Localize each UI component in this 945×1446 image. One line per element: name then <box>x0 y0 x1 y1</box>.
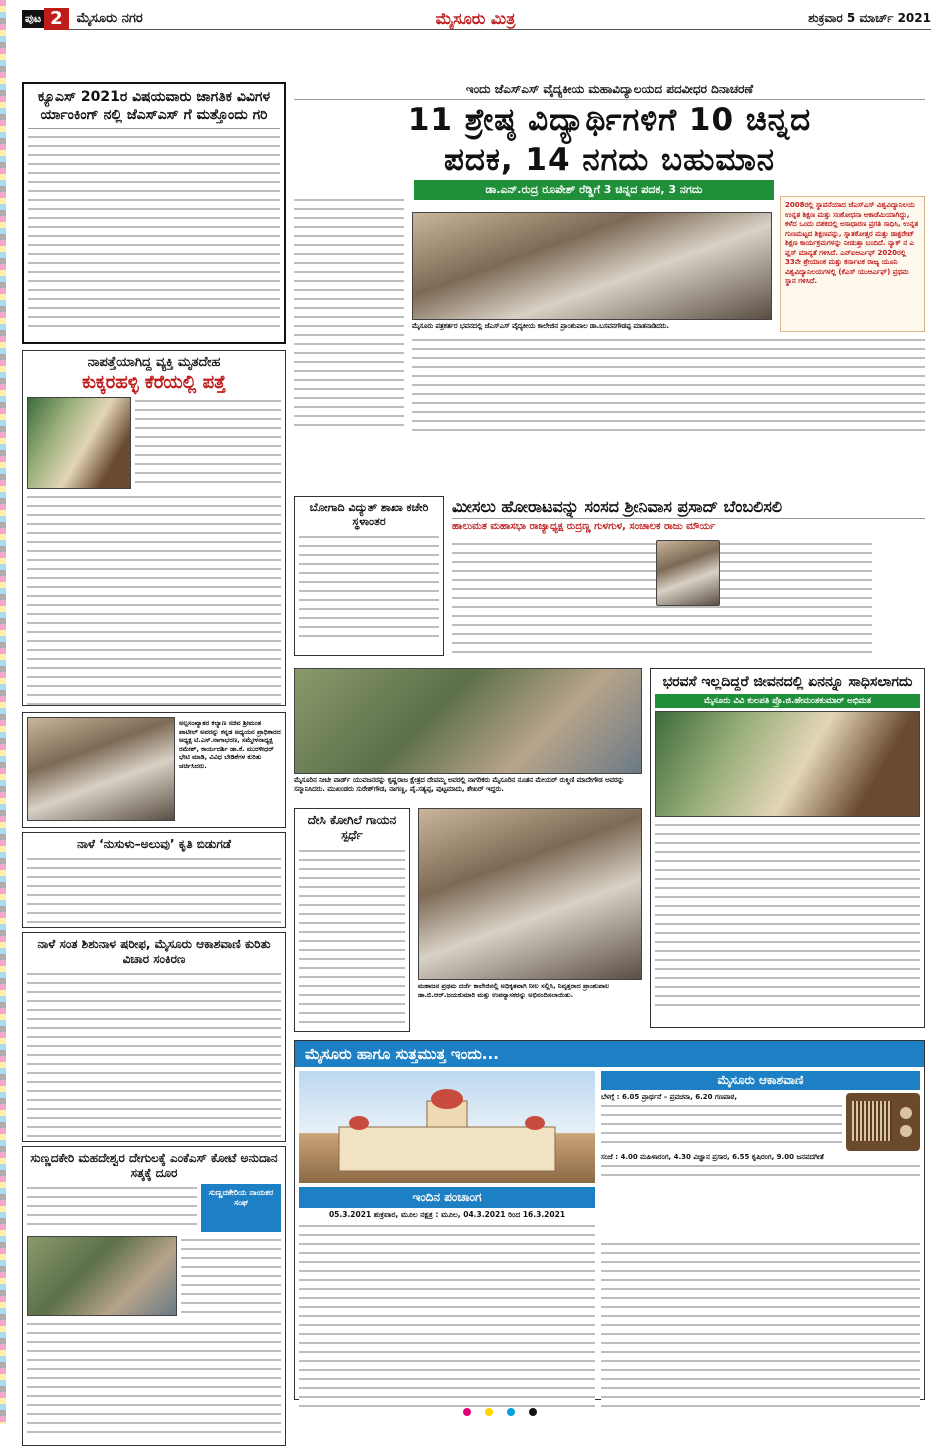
page-number: 2 <box>44 8 69 30</box>
panchanga-body <box>299 1222 595 1236</box>
book-photo-block <box>22 712 286 828</box>
desi-headline: ದೇಸಿ ಕೋಗಿಲೆ ಗಾಯನ ಸ್ಪರ್ಧೆ <box>307 813 397 842</box>
lead-body-text <box>412 336 925 436</box>
power-headline: ಬೋಗಾದಿ ವಿದ್ಯುತ್ ಶಾಖಾ ಕಚೇರಿ ಸ್ಥಳಾಂತರ <box>309 501 429 528</box>
left-column <box>22 82 286 1446</box>
shishunala-headline: ನಾಳೆ ಸಂತ ಶಿಶುನಾಳ ಷರೀಫ, ಮೈಸೂರು ಆಕಾಶವಾಣಿ ಕುರಿತು ವಿಚಾರ ಸಂಕಿರಣ <box>37 937 271 966</box>
power-article <box>294 496 444 656</box>
qs-body <box>28 133 280 329</box>
events-left <box>299 1240 595 1412</box>
qs-article <box>22 82 286 344</box>
missing-article <box>22 350 286 706</box>
lead-sidebar <box>780 196 925 332</box>
desi-article <box>294 808 410 1032</box>
page-header <box>22 8 931 30</box>
lead-headline-1: 11 ಶ್ರೇಷ್ಠ ವಿದ್ಯಾರ್ಥಿಗಳಿಗೆ 10 ಚಿನ್ನದ <box>407 102 812 138</box>
radio-line-2: ಸಂಜೆ : 4.00 ಮಹಿಳಾರಂಗ, 4.30 ವಿಜ್ಞಾನ ಪ್ರಸಾರ, 6.55 ಕೃಷಿರಂಗ, 9.00 ಜನಪದಗೀತೆ <box>601 1153 824 1161</box>
events-right <box>601 1240 920 1412</box>
desi-body <box>299 847 405 1029</box>
lead-photo-image <box>412 212 772 320</box>
cyan-dot <box>507 1408 515 1416</box>
book-side-caption: ಅಲ್ಪಸಂಖ್ಯಾತರ ಕಲ್ಯಾಣ ಸಚಿವ ಶ್ರೀಮಂತ ಪಾಟೀಲ್ ಅವರನ್ನು ಕನ್ನಡ ಅಧ್ಯಯನ ಪ್ರಾಧಿಕಾರದ ಅಧ್ಯಕ್ಷ ಟಿ.ಎಸ್.ನಾಗಾಭರಣ, ಸಮ್ಮೇಳನಾಧ್ಯಕ್ಷ ರಮೇಶ್, ಕಾರ್ಯದರ್ಶಿ ಡಾ.ಕೆ. ಮುರಳೀಧರ್ ಭೇಟಿ ಮಾಡಿ, ವಿವಿಧ ಬೇಡಿಕೆಗಳ ಕುರಿತು ಚರ್ಚಿಸಿದರು. <box>179 719 281 770</box>
protest-article <box>452 496 925 534</box>
sunnadakeri-article <box>22 1146 286 1446</box>
radio-column <box>601 1071 920 1236</box>
yellow-dot <box>485 1408 493 1416</box>
palace-image <box>299 1071 595 1183</box>
lead-sidebar-text: 2008ರಲ್ಲಿ ಸ್ಥಾಪನೆಯಾದ ಜೆಎಸ್ಎಸ್ ವಿಶ್ವವಿದ್ಯಾನಿಲಯ ಉನ್ನತ ಶಿಕ್ಷಣ ಮತ್ತು ಸಂಶೋಧನಾ ಅಕಾಡೆಮಿಯಾಗಿದ್ದು, ಕಳೆದ ಒಂದು ದಶಕದಲ್ಲಿ ಅಸಾಧಾರಣ ಪ್ರಗತಿ ಸಾಧಿಸಿ, ಉನ್ನತ ಗುಣಮಟ್ಟದ ಶಿಕ್ಷಣವನ್ನು, ಸ್ನಾತಕೋತ್ತರ ಮತ್ತು ಡಾಕ್ಟರೇಟ್ ಶಿಕ್ಷಣ ಕಾರ್ಯಕ್ರಮಗಳನ್ನು ನೀಡುತ್ತಾ ಬಂದಿದೆ. ನ್ಯಾಕ್ ನ ಎ ಪ್ಲಸ್ ಮಾನ್ಯತೆ ಗಳಿಸಿದೆ. ಎನ್ಐಆರ್ಎಫ್ 2020ರಲ್ಲಿ 33ನೇ ಶ್ರೇಯಾಂಕ ಮತ್ತು ಕರ್ನಾಟಕ ರಾಜ್ಯ ಯೂನಿ ವಿಶ್ವವಿದ್ಯಾನಿಲಯಗಳಲ್ಲಿ (ಕೆಎಸ್ ಯುಆರ್ಎಫ್) ಪ್ರಥಮ ಸ್ಥಾನ ಗಳಿಸಿದೆ. <box>785 201 919 285</box>
felicitation-photo-image <box>294 668 642 774</box>
protest-headline: ಮೀಸಲು ಹೋರಾಟವನ್ನು ಸಂಸದ ಶ್ರೀನಿವಾಸ ಪ್ರಸಾದ್ ಬೆಂಬಲಿಸಲಿ <box>452 496 925 519</box>
lead-subhead: ಡಾ.ಎನ್.ರುದ್ರ ರೂಪೇಶ್ ರೆಡ್ಡಿಗೆ 3 ಚಿನ್ನದ ಪದಕ, 3 ನಗದು <box>414 180 774 200</box>
registration-marks <box>300 1408 700 1418</box>
missing-body <box>27 493 281 706</box>
panchanga-title: ಇಂದಿನ ಪಂಚಾಂಗ <box>299 1187 595 1208</box>
desi-photo <box>418 808 642 980</box>
desi-photo-block <box>418 808 642 1032</box>
palace-icon <box>299 1071 595 1183</box>
missing-body-top <box>135 397 281 489</box>
lead-col1-text <box>294 196 404 432</box>
today-panel <box>294 1040 925 1400</box>
section-title: ಮೈಸೂರು ನಗರ <box>76 11 143 26</box>
dateline: ಶುಕ್ರವಾರ 5 ಮಾರ್ಚ್ 2021 <box>808 11 931 25</box>
panchanga-line: 05.3.2021 ಶುಕ್ರವಾರ, ಮೂಲ ನಕ್ಷತ್ರ : ಮೂಲ, 04.3.2021 ರಿಂದ 16.3.2021 <box>328 1210 566 1219</box>
radio-body-2 <box>601 1162 920 1178</box>
today-title: ಮೈಸೂರು ಹಾಗೂ ಸುತ್ತಮುತ್ತ ಇಂದು... <box>295 1041 924 1067</box>
sunnadakeri-tag: ಸುಣ್ಣದಕೇರಿಯ ನಾಯಕರ ಸಂಘ <box>201 1184 281 1232</box>
lead-headline-2: ಪದಕ, 14 ನಗದು ಬಹುಮಾನ <box>443 142 776 178</box>
protest-subhead: ಹಾಲುಮತ ಮಹಾಸಭಾ ರಾಜ್ಯಾಧ್ಯಕ್ಷ ರುದ್ರಣ್ಣ ಗುಳಗುಳ, ಸಂಚಾಲಕ ರಾಜು ಮೌರ್ಯ <box>452 521 716 532</box>
missing-photo <box>27 397 131 489</box>
sunnadakeri-body-top <box>27 1184 197 1232</box>
page-word: ಪುಟ <box>22 10 44 28</box>
book-article <box>22 832 286 928</box>
lead-col1 <box>294 196 404 432</box>
page-number-box <box>22 8 69 30</box>
faith-subhead: ಮೈಸೂರು ವಿವಿ ಕುಲಪತಿ ಪ್ರೊ.ಜಿ.ಹೇಮಂತಕುಮಾರ್ ಅಭಿಮತ <box>655 694 920 708</box>
missing-headline: ಕುಕ್ಕರಹಳ್ಳಿ ಕೆರೆಯಲ್ಲಿ ಪತ್ತೆ <box>82 372 226 393</box>
radio-line-1: ಬೆಳಗ್ಗೆ : 6.05 ಪ್ರಾರ್ಥನೆ – ಪ್ರವಚನಾ, 6.20 ಗಣಪಾಠ, <box>601 1093 737 1101</box>
shishunala-body <box>27 970 281 1138</box>
missing-kicker: ನಾಪತ್ತೆಯಾಗಿದ್ದ ವ್ಯಕ್ತಿ ಮೃತದೇಹ <box>87 355 221 370</box>
radio-body-1 <box>601 1102 842 1150</box>
radio-title: ಮೈಸೂರು ಆಕಾಶವಾಣಿ <box>601 1071 920 1090</box>
desi-photo-caption: ಮಹಾಜನ ಪ್ರಥಮ ದರ್ಜೆ ಕಾಲೇಜಿನಲ್ಲಿ ಅಧಿಕೃತವಾಗಿ ನೀಲ ಸಲ್ಲಿಸಿ, ನಿವೃತ್ತರಾದ ಪ್ರಾಂಶುಪಾಲ ಡಾ.ಬಿ.ಆರ್.ಜಯಕುಮಾರಿ ಮತ್ತು ಉಪನ್ಯಾಸಕರನ್ನು ಅಭಿನಂದಿಸಲಾಯಿತು. <box>418 982 610 999</box>
faith-photo <box>655 711 920 817</box>
qs-headline: ಕ್ಯೂಎಸ್ 2021ರ ವಿಷಯವಾರು ಜಾಗತಿಕ ವಿವಿಗಳ ರ್ಯಾಂಕಿಂಗ್ ನಲ್ಲಿ ಜೆಎಸ್ಎಸ್ ಗೆ ಮತ್ತೊಂದು ಗರಿ <box>28 88 280 129</box>
sunnadakeri-photo <box>27 1236 177 1316</box>
masthead-logo: ಮೈಸೂರು ಮಿತ್ರ <box>435 8 516 28</box>
lead-kicker: ಇಂದು ಜೆಎಸ್ಎಸ್ ವೈದ್ಯಕೀಯ ಮಹಾವಿದ್ಯಾಲಯದ ಪದವೀಧರ ದಿನಾಚರಣೆ <box>294 82 925 100</box>
book-photo <box>27 717 175 821</box>
felicitation-photo <box>294 668 642 800</box>
magenta-dot <box>463 1408 471 1416</box>
sunnadakeri-headline: ಸುಣ್ಣದಕೇರಿ ಮಹದೇಶ್ವರ ದೇಗುಲಕ್ಕೆ ಎಂಕೆಎಸ್ ಕೋಟೆ ಅನುದಾನ ಸತ್ಕಕ್ಕೆ ದೂರ <box>30 1151 278 1180</box>
sunnadakeri-body <box>27 1320 281 1438</box>
power-body <box>299 533 439 643</box>
protest-portrait <box>656 540 720 606</box>
palace-column <box>299 1071 595 1236</box>
lead-photo <box>412 212 772 332</box>
book-headline: ನಾಳೆ ‘ನುಸುಳು–ಅಲುವು’ ಕೃತಿ ಬಿಡುಗಡೆ <box>77 837 231 851</box>
lead-story <box>294 82 925 200</box>
felicitation-caption: ಮೈಸೂರಿನ ನೀಟೀ ವಾರ್ಡ್ ಯುವಜನರನ್ನು ಕೃಷ್ಣರಾಜ ಕ್ಷೇತ್ರದ ದೇವಮ್ಮ ಅವರಲ್ಲಿ ನಾಗರಿಕರು ಮೈಸೂರಿನ ನೂತನ ಮೇಯರ್ ರುಕ್ಮಿಣಿ ಮಾದೇಗೌಡ ಅವರನ್ನು ಸನ್ಮಾನಿಸಿದರು. ಮುಖಂಡರು ಸುರೇಶ್‌ಗೌಡ, ನಾಗಣ್ಣ, ಪೈ.ಸತ್ಯಪ್ಪ, ಪುಟ್ಟಮಾದು, ಶೇಖರ್ ಇದ್ದರು. <box>294 776 625 793</box>
shishunala-article <box>22 932 286 1142</box>
black-dot <box>529 1408 537 1416</box>
lead-photo-caption: ಮೈಸೂರು ಪತ್ರಕರ್ತರ ಭವನದಲ್ಲಿ ಜೆಎಸ್ಎಸ್ ವೈದ್ಯಕೀಯ ಕಾಲೇಜಿನ ಪ್ರಾಂಶುಪಾಲ ಡಾ.ಬಸವನಗೌಡಪ್ಪ ಮಾತನಾಡಿದರು. <box>412 322 669 330</box>
registration-stripe <box>0 0 6 1424</box>
faith-body <box>655 821 920 1011</box>
book-body <box>27 855 281 927</box>
faith-headline: ಭರವಸೆ ಇಲ್ಲದಿದ್ದರೆ ಜೀವನದಲ್ಲಿ ಏನನ್ನೂ ಸಾಧಿಸಲಾಗದು <box>662 674 913 690</box>
lead-columns <box>412 336 925 436</box>
sunnadakeri-body-mid <box>181 1236 281 1316</box>
faith-article <box>650 668 925 1028</box>
radio-icon <box>846 1093 920 1151</box>
